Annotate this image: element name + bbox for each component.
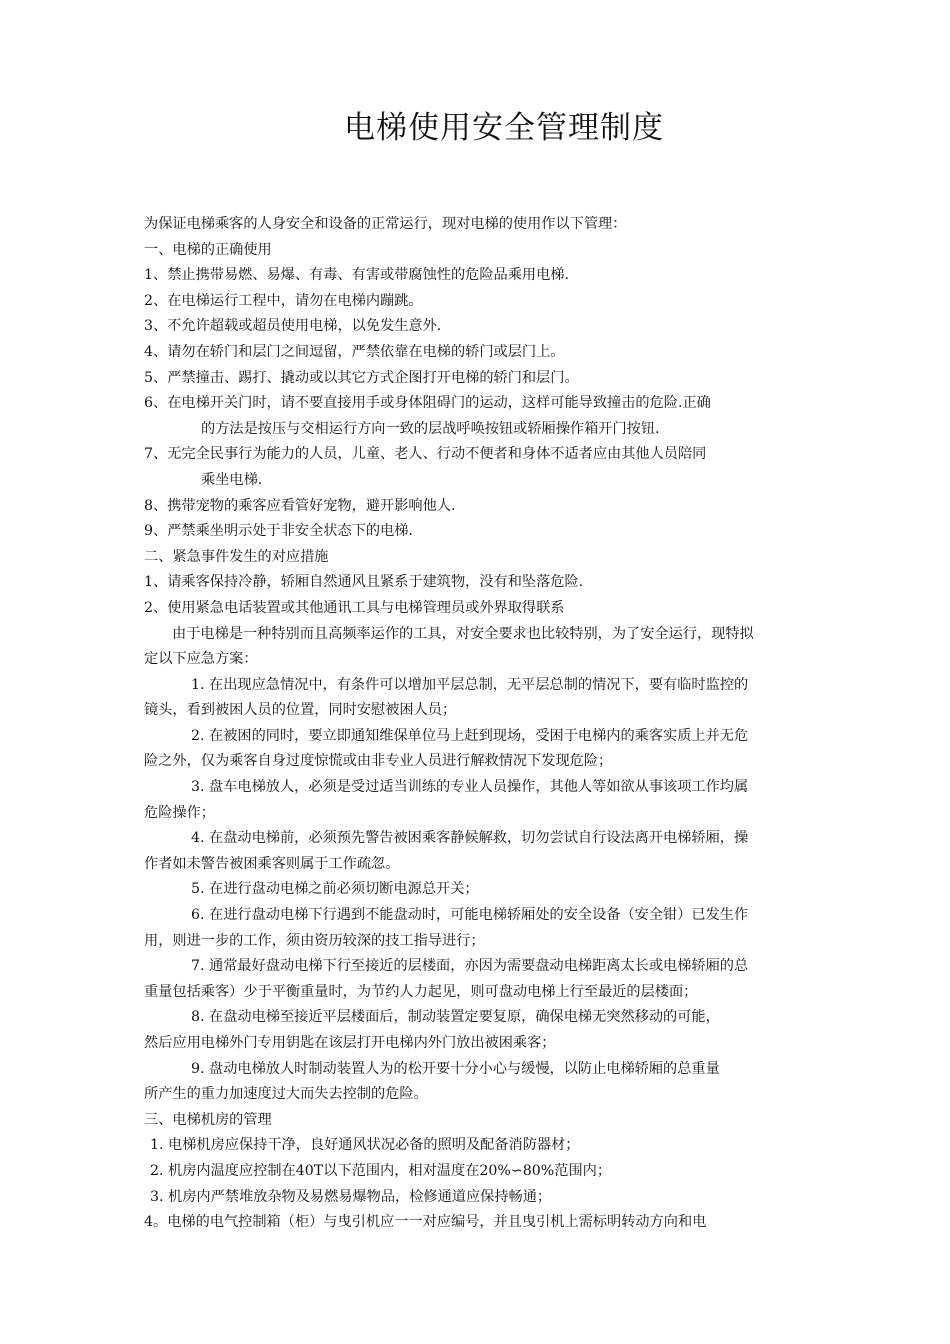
step-item: 4. 在盘动电梯前，必须预先警告被困乘客静候解救，切勿尝试自行设法离开电梯轿厢，操 [191, 830, 749, 847]
list-item: 2、使用紧急电话装置或其他通讯工具与电梯管理员或外界取得联系 [144, 599, 565, 616]
step-continuation: 险之外，仅为乘客自身过度惊慌或由非专业人员进行解救情况下发现危险； [144, 753, 613, 770]
list-item: 2. 机房内温度应控制在40T以下范围内，相对温度在20%∽80%范围内； [150, 1162, 612, 1179]
list-item: 1、请乘客保持冷静，轿厢自然通风且紧系于建筑物，没有和坠落危险. [144, 574, 584, 591]
step-continuation: 镜头，看到被困人员的位置，同时安慰被困人员； [144, 702, 457, 719]
list-item: 1、禁止携带易燃、易爆、有毒、有害或带腐蚀性的危险品乘用电梯. [144, 267, 569, 284]
intro-line: 为保证电梯乘客的人身安全和设备的正常运行，现对电梯的使用作以下管理： [144, 216, 627, 232]
list-item: 4、请勿在轿门和层门之间逗留，严禁依靠在电梯的轿门或层门上。 [144, 343, 565, 360]
step-item: 3. 盘车电梯放人，必须是受过适当训练的专业人员操作，其他人等如欲从事该项工作均属 [191, 779, 749, 796]
list-item: 2、在电梯运行工程中，请勿在电梯内蹦跳。 [144, 292, 423, 309]
list-item: 7、无完全民事行为能力的人员，儿童、老人、行动不便者和身体不适者应由其他人员陪同 [144, 446, 707, 463]
paragraph-line: 定以下应急方案： [144, 651, 258, 668]
list-item: 1. 电梯机房应保持干净，良好通风状况必备的照明及配备消防器材； [150, 1137, 580, 1154]
step-continuation: 所产生的重力加速度过大而失去控制的危险。 [144, 1086, 428, 1103]
step-continuation: 重量包括乘客）少于平衡重量时，为节约人力起见，则可盘动电梯上行至最近的层楼面； [144, 983, 698, 1000]
step-item: 2. 在被困的同时，要立即通知维保单位马上赶到现场，受困于电梯内的乘客实质上并无危 [191, 727, 749, 744]
section-heading-machine-room: 三、电梯机房的管理 [144, 1111, 272, 1128]
step-item: 8. 在盘动电梯至接近平层楼面后，制动装置定要复原，确保电梯无突然移动的可能， [191, 1009, 720, 1026]
list-item: 6、在电梯开关门时，请不要直接用手或身体阻碍门的运动，这样可能导致撞击的危险.正确 [144, 395, 711, 412]
list-item: 3、不允许超载或超员使用电梯，以免发生意外. [144, 318, 442, 335]
list-item: 3. 机房内严禁堆放杂物及易燃易爆物品，检修通道应保持畅通； [150, 1188, 552, 1205]
step-item: 6. 在进行盘动电梯下行遇到不能盘动时，可能电梯轿厢处的安全设备（安全钳）已发生作 [191, 907, 749, 924]
step-continuation: 用，则进一步的工作，须由资历较深的技工指导进行； [144, 932, 485, 949]
step-continuation: 危险操作； [144, 804, 215, 821]
section-heading-emergency: 二、紧急事件发生的对应措施 [144, 548, 329, 565]
section-heading-usage: 一、电梯的正确使用 [144, 241, 272, 258]
document-body [144, 212, 820, 1236]
list-item: 4。电梯的电气控制箱（柜）与曳引机应一一对应编号，并且曳引机上需标明转动方向和电 [144, 1214, 707, 1231]
step-continuation: 作者如未警告被困乘客则属于工作疏忽。 [144, 855, 400, 872]
document-title: 电梯使用安全管理制度 [344, 110, 664, 146]
list-item: 8、携带宠物的乘客应看管好宠物，避开影响他人. [144, 497, 456, 514]
step-item: 1. 在出现应急情况中，有条件可以增加平层总制，无平层总制的情况下，要有临时监控的 [191, 676, 749, 693]
list-item-continuation: 的方法是按压与交相运行方向一致的层战呼唤按钮或轿厢操作箱开门按钮. [201, 420, 660, 437]
step-continuation: 然后应用电梯外门专用钥匙在该层打开电梯内外门放出被困乘客； [144, 1035, 556, 1051]
list-item: 5、严禁撞击、踢打、撬动或以其它方式企图打开电梯的轿门和层门。 [144, 369, 579, 386]
step-item: 7. 通常最好盘动电梯下行至接近的层楼面，亦因为需要盘动电梯距离太长或电梯轿厢的总 [191, 958, 749, 975]
step-item: 9. 盘动电梯放人时制动装置人为的松开要十分小心与缓慢，以防止电梯轿厢的总重量 [191, 1060, 720, 1077]
list-item: 9、严禁乘坐明示处于非安全状态下的电梯. [144, 523, 413, 540]
list-item-continuation: 乘坐电梯. [201, 471, 263, 488]
paragraph-line: 由于电梯是一种特别而且高频率运作的工具，对安全要求也比较特别，为了安全运行，现特拟 [172, 625, 754, 642]
step-item: 5. 在进行盘动电梯之前必须切断电源总开关； [191, 881, 479, 898]
